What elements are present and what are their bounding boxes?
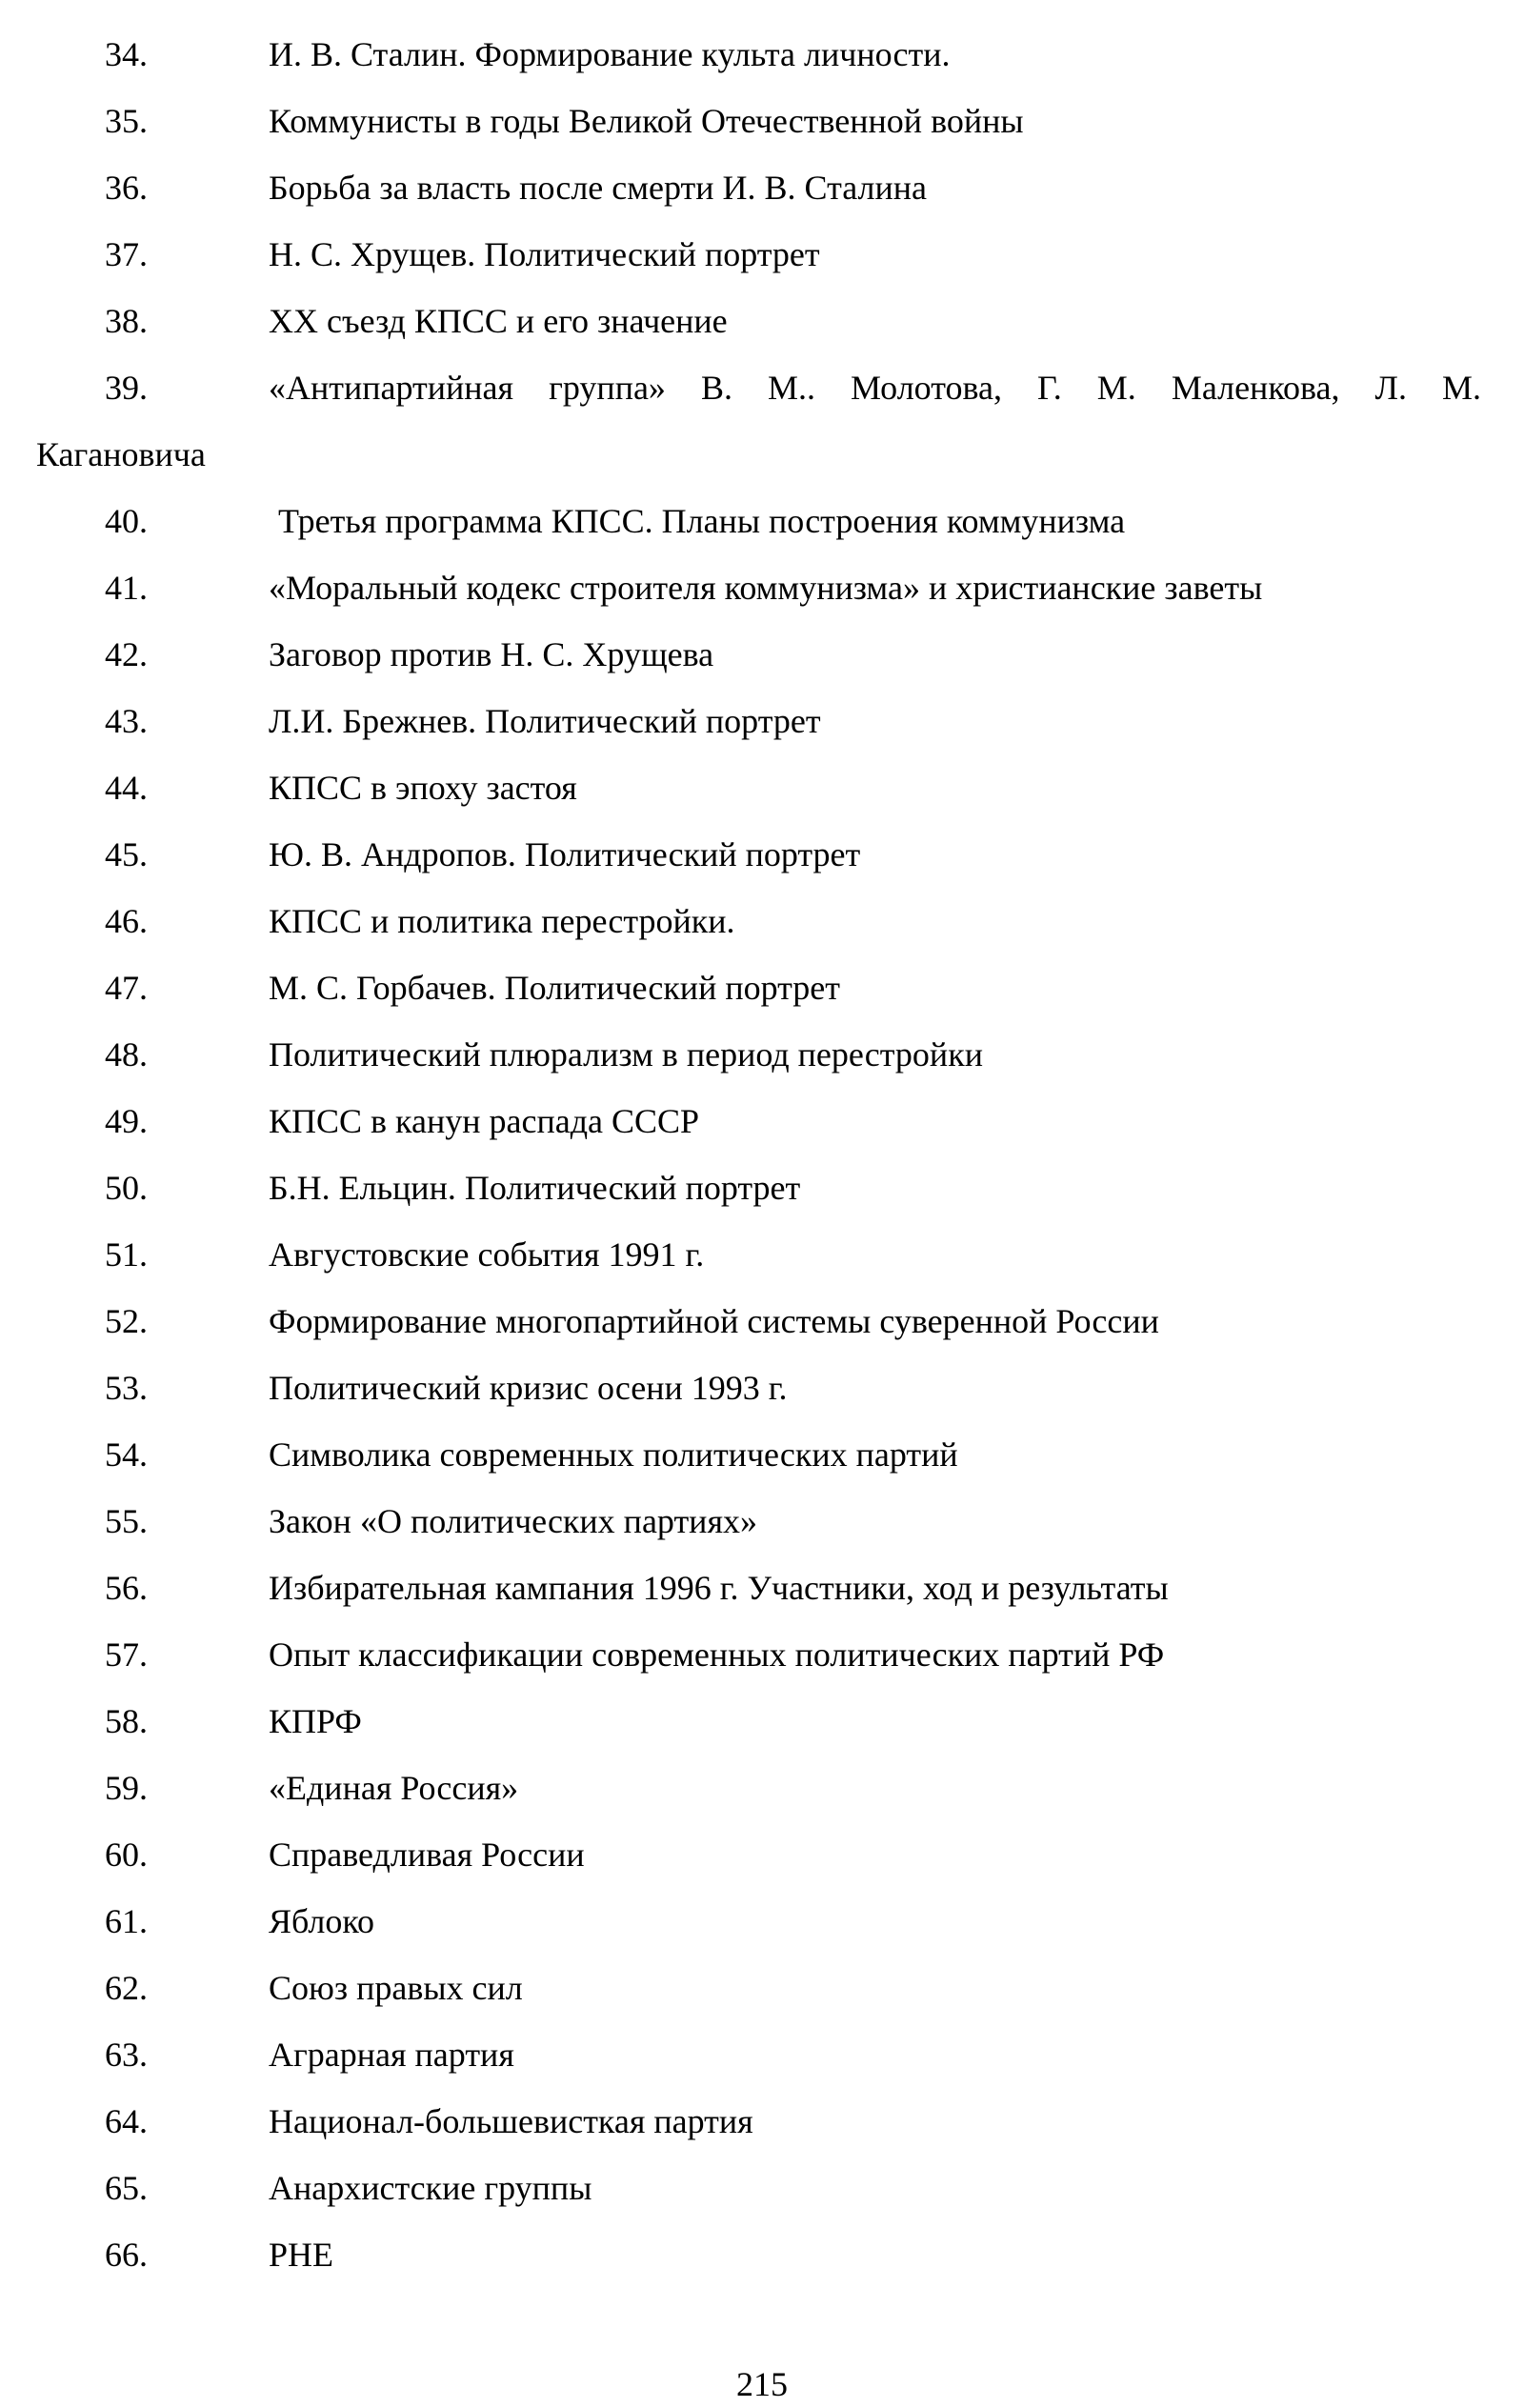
- item-text: «Единая Россия»: [269, 1769, 519, 1807]
- item-text: РНЕ: [269, 2236, 334, 2274]
- item-text-continuation: Кагановича: [36, 435, 206, 473]
- item-number: 65.: [105, 2169, 148, 2207]
- item-number: 50.: [105, 1169, 148, 1207]
- list-item: [0, 2088, 1524, 2155]
- list-item: [0, 1288, 1524, 1354]
- item-text: Третья программа КПСС. Планы построения коммунизма: [278, 502, 1126, 540]
- item-number: 42.: [105, 635, 148, 673]
- item-text: Августовские события 1991 г.: [269, 1235, 705, 1274]
- item-number: 47.: [105, 969, 148, 1007]
- item-number: 55.: [105, 1502, 148, 1540]
- list-item: [0, 1421, 1524, 1488]
- item-number: 48.: [105, 1035, 148, 1074]
- item-text: Б.Н. Ельцин. Политический портрет: [269, 1169, 801, 1207]
- item-number: 35.: [105, 102, 148, 140]
- list-item: [0, 2021, 1524, 2088]
- item-text: Союз правых сил: [269, 1969, 523, 2007]
- list-item: [0, 554, 1524, 621]
- item-text: «Антипартийная группа» В. М.. Молотова, Г. М. Маленкова, Л. М.: [269, 369, 1481, 407]
- list-item: [0, 754, 1524, 821]
- item-number: 37.: [105, 235, 148, 273]
- item-number: 49.: [105, 1102, 148, 1140]
- item-text: Анархистские группы: [269, 2169, 592, 2207]
- item-number: 51.: [105, 1235, 148, 1274]
- item-number: 41.: [105, 569, 148, 607]
- item-text: Заговор против Н. С. Хрущева: [269, 635, 714, 673]
- item-text: Справедливая России: [269, 1836, 585, 1874]
- list-item: [0, 621, 1524, 688]
- list-item: [0, 1555, 1524, 1621]
- item-text: Политический плюрализм в период перестройки: [269, 1035, 983, 1074]
- list-item: [0, 2155, 1524, 2221]
- item-text: КПСС в эпоху застоя: [269, 769, 577, 807]
- list-item: [0, 2221, 1524, 2288]
- list-item: [0, 21, 1524, 88]
- item-number: 38.: [105, 302, 148, 340]
- list-item: [0, 1955, 1524, 2021]
- list-item: [0, 688, 1524, 754]
- item-text: Ю. В. Андропов. Политический портрет: [269, 835, 861, 873]
- list-item: [0, 1354, 1524, 1421]
- item-text: Л.И. Брежнев. Политический портрет: [269, 702, 821, 740]
- list-item: [0, 354, 1524, 488]
- item-text: Символика современных политических партий: [269, 1435, 958, 1474]
- item-text: Политический кризис осени 1993 г.: [269, 1369, 788, 1407]
- list-item: [0, 1621, 1524, 1688]
- list-item: [0, 1488, 1524, 1555]
- item-number: 34.: [105, 35, 148, 73]
- item-text: М. С. Горбачев. Политический портрет: [269, 969, 841, 1007]
- list-item: [0, 1154, 1524, 1221]
- item-number: 44.: [105, 769, 148, 807]
- item-text: Аграрная партия: [269, 2036, 514, 2074]
- item-text: Избирательная кампания 1996 г. Участники, ход и результаты: [269, 1569, 1169, 1607]
- item-text: Борьба за власть после смерти И. В. Сталина: [269, 169, 928, 207]
- item-text: Опыт классификации современных политических партий РФ: [269, 1635, 1165, 1674]
- item-number: 58.: [105, 1702, 148, 1740]
- list-item: [0, 221, 1524, 288]
- item-number: 60.: [105, 1836, 148, 1874]
- item-number: 61.: [105, 1902, 148, 1940]
- item-text: КПСС в канун распада СССР: [269, 1102, 700, 1140]
- item-number: 43.: [105, 702, 148, 740]
- item-number: 63.: [105, 2036, 148, 2074]
- item-number: 66.: [105, 2236, 148, 2274]
- list-item: [0, 1088, 1524, 1154]
- list-item: [0, 1821, 1524, 1888]
- list-item: [0, 821, 1524, 888]
- list-item: [0, 88, 1524, 154]
- list-item: [0, 1755, 1524, 1821]
- list-item: [0, 1688, 1524, 1755]
- item-text: И. В. Сталин. Формирование культа личности.: [269, 35, 951, 73]
- item-number: 62.: [105, 1969, 148, 2007]
- item-text: Коммунисты в годы Великой Отечественной войны: [269, 102, 1024, 140]
- item-text: Яблоко: [269, 1902, 375, 1940]
- list-item: [0, 954, 1524, 1021]
- item-text: Н. С. Хрущев. Политический портрет: [269, 235, 820, 273]
- item-number: 64.: [105, 2102, 148, 2140]
- item-number: 40.: [105, 502, 148, 540]
- list-item: [0, 888, 1524, 954]
- list-item: [0, 154, 1524, 221]
- item-text: Национал-большевисткая партия: [269, 2102, 753, 2140]
- topic-list: [0, 21, 1524, 2288]
- list-item: [0, 1021, 1524, 1088]
- item-number: 39.: [105, 369, 148, 407]
- list-item: [0, 288, 1524, 354]
- item-number: 45.: [105, 835, 148, 873]
- page-number: 215: [736, 2365, 788, 2403]
- item-text: КПРФ: [269, 1702, 362, 1740]
- item-number: 52.: [105, 1302, 148, 1340]
- item-text: «Моральный кодекс строителя коммунизма» и христианские заветы: [269, 569, 1263, 607]
- list-item: [0, 1888, 1524, 1955]
- item-number: 57.: [105, 1635, 148, 1674]
- item-number: 54.: [105, 1435, 148, 1474]
- item-text: Формирование многопартийной системы суверенной России: [269, 1302, 1159, 1340]
- item-text: Закон «О политических партиях»: [269, 1502, 757, 1540]
- list-item: [0, 1221, 1524, 1288]
- item-number: 53.: [105, 1369, 148, 1407]
- item-text: КПСС и политика перестройки.: [269, 902, 735, 940]
- item-text: XX съезд КПСС и его значение: [269, 302, 728, 340]
- item-number: 59.: [105, 1769, 148, 1807]
- list-item: [0, 488, 1524, 554]
- item-number: 56.: [105, 1569, 148, 1607]
- item-number: 36.: [105, 169, 148, 207]
- item-number: 46.: [105, 902, 148, 940]
